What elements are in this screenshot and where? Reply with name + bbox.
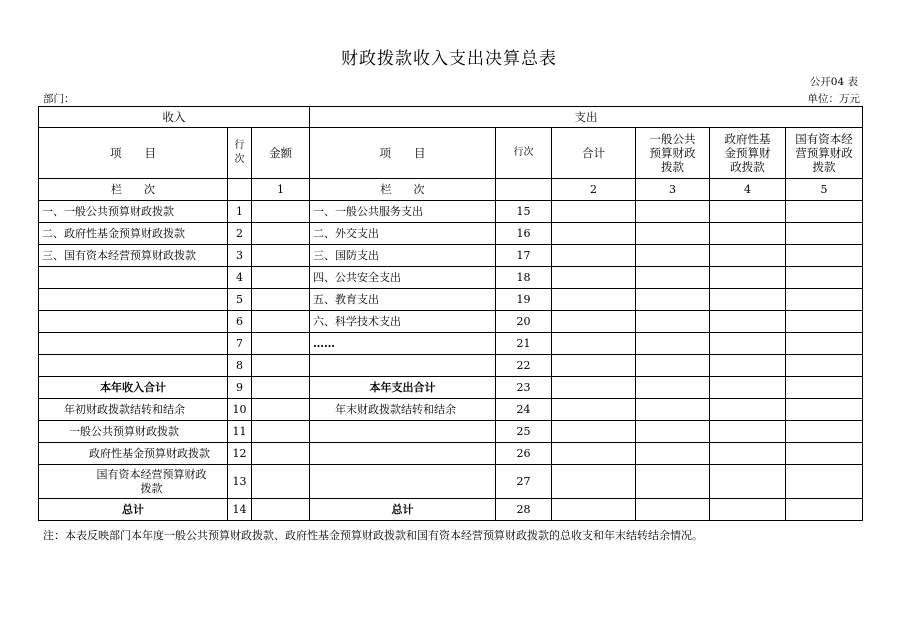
expense-general [636, 289, 710, 311]
column-no-4: 4 [710, 179, 786, 201]
expense-total [552, 311, 636, 333]
expense-total [552, 245, 636, 267]
income-line-no: 13 [228, 465, 252, 499]
summary-table [38, 106, 863, 521]
table-row [39, 333, 863, 355]
expense-item: 年末财政拨款结转和结余 [310, 399, 496, 421]
expense-state-capital [786, 289, 863, 311]
income-amount [252, 465, 310, 499]
expense-total [552, 399, 636, 421]
income-line-no: 9 [228, 377, 252, 399]
income-amount [252, 399, 310, 421]
expense-state-capital [786, 465, 863, 499]
expense-item: 三、国防支出 [310, 245, 496, 267]
expense-gov-fund [710, 399, 786, 421]
gov-fund-header: 政府性基 金预算财 政拨款 [710, 128, 786, 179]
column-label-income: 栏 次 [39, 179, 228, 201]
expense-state-capital [786, 267, 863, 289]
expense-state-capital [786, 443, 863, 465]
table-row [39, 201, 863, 223]
income-item [39, 267, 228, 289]
expense-gov-fund [710, 465, 786, 499]
income-line-no: 14 [228, 499, 252, 521]
unit-label: 单位：万元 [807, 93, 860, 105]
table-row [39, 267, 863, 289]
expense-general [636, 443, 710, 465]
state-capital-header: 国有资本经 营预算财政 拨款 [786, 128, 863, 179]
expense-total [552, 421, 636, 443]
expense-item [310, 355, 496, 377]
expense-general [636, 201, 710, 223]
table-row [39, 421, 863, 443]
income-item [39, 333, 228, 355]
expense-state-capital [786, 355, 863, 377]
income-item: 国有资本经营预算财政 拨款 [39, 465, 228, 499]
expense-total [552, 223, 636, 245]
total-header: 合计 [552, 128, 636, 179]
expense-line-no-header: 行次 [496, 128, 552, 179]
expense-general [636, 267, 710, 289]
expense-line-no: 16 [496, 223, 552, 245]
income-line-no-header: 行 次 [228, 128, 252, 179]
expense-total [552, 267, 636, 289]
expense-line-no: 21 [496, 333, 552, 355]
income-line-no: 2 [228, 223, 252, 245]
income-item: 本年收入合计 [39, 377, 228, 399]
income-amount [252, 201, 310, 223]
expense-item: 五、教育支出 [310, 289, 496, 311]
income-amount [252, 245, 310, 267]
column-no-3: 3 [636, 179, 710, 201]
column-no-2: 2 [552, 179, 636, 201]
expense-state-capital [786, 201, 863, 223]
expense-total [552, 377, 636, 399]
income-line-no: 12 [228, 443, 252, 465]
expense-state-capital [786, 499, 863, 521]
expense-item: 总计 [310, 499, 496, 521]
income-line-no: 4 [228, 267, 252, 289]
income-amount [252, 443, 310, 465]
expense-item: 四、公共安全支出 [310, 267, 496, 289]
expense-general [636, 377, 710, 399]
expense-gov-fund [710, 499, 786, 521]
expense-item: 一、一般公共服务支出 [310, 201, 496, 223]
income-amount [252, 289, 310, 311]
table-row [39, 245, 863, 267]
expense-item: …… [310, 333, 496, 355]
expense-gov-fund [710, 267, 786, 289]
income-item [39, 311, 228, 333]
expense-item [310, 443, 496, 465]
income-line-no: 8 [228, 355, 252, 377]
income-amount [252, 267, 310, 289]
income-line-no: 7 [228, 333, 252, 355]
expense-total [552, 333, 636, 355]
expense-total [552, 355, 636, 377]
expense-general [636, 465, 710, 499]
expense-line-no: 28 [496, 499, 552, 521]
expense-item: 二、外交支出 [310, 223, 496, 245]
expense-line-no: 26 [496, 443, 552, 465]
expense-line-no: 22 [496, 355, 552, 377]
income-item: 一般公共预算财政拨款 [39, 421, 228, 443]
expense-line-no: 25 [496, 421, 552, 443]
expense-line-no: 15 [496, 201, 552, 223]
income-header: 收入 [39, 107, 310, 128]
expense-line-no: 17 [496, 245, 552, 267]
income-amount [252, 355, 310, 377]
expense-state-capital [786, 377, 863, 399]
expense-gov-fund [710, 201, 786, 223]
column-label-expense: 栏 次 [310, 179, 496, 201]
expense-item: 六、科学技术支出 [310, 311, 496, 333]
column-no-1: 1 [252, 179, 310, 201]
income-line-no: 10 [228, 399, 252, 421]
income-line-no: 3 [228, 245, 252, 267]
expense-gov-fund [710, 333, 786, 355]
expense-line-no: 18 [496, 267, 552, 289]
income-item: 二、政府性基金预算财政拨款 [39, 223, 228, 245]
expense-item-header: 项 目 [310, 128, 496, 179]
income-amount [252, 377, 310, 399]
page-title: 财政拨款收入支出决算总表 [341, 49, 557, 69]
expense-header: 支出 [310, 107, 863, 128]
expense-gov-fund [710, 289, 786, 311]
income-amount [252, 499, 310, 521]
income-item: 年初财政拨款结转和结余 [39, 399, 228, 421]
expense-state-capital [786, 223, 863, 245]
income-amount [252, 223, 310, 245]
income-item-header: 项 目 [39, 128, 228, 179]
expense-line-no: 27 [496, 465, 552, 499]
expense-gov-fund [710, 421, 786, 443]
department-label: 部门： [43, 93, 75, 105]
income-line-no: 1 [228, 201, 252, 223]
income-line-no: 6 [228, 311, 252, 333]
expense-item [310, 465, 496, 499]
expense-general [636, 499, 710, 521]
table-row [39, 311, 863, 333]
table-row [39, 377, 863, 399]
expense-state-capital [786, 333, 863, 355]
expense-total [552, 443, 636, 465]
expense-total [552, 499, 636, 521]
expense-item [310, 421, 496, 443]
income-line-no: 5 [228, 289, 252, 311]
income-amount [252, 421, 310, 443]
income-item: 政府性基金预算财政拨款 [39, 443, 228, 465]
income-item: 总计 [39, 499, 228, 521]
table-row [39, 289, 863, 311]
expense-gov-fund [710, 377, 786, 399]
table-row [39, 499, 863, 521]
income-item [39, 355, 228, 377]
expense-gov-fund [710, 245, 786, 267]
table-number: 公开04 表 [809, 76, 858, 88]
expense-gov-fund [710, 443, 786, 465]
expense-general [636, 399, 710, 421]
expense-total [552, 201, 636, 223]
expense-line-no: 19 [496, 289, 552, 311]
expense-line-no: 20 [496, 311, 552, 333]
column-no-5: 5 [786, 179, 863, 201]
expense-total [552, 289, 636, 311]
expense-general [636, 421, 710, 443]
expense-total [552, 465, 636, 499]
expense-general [636, 333, 710, 355]
expense-state-capital [786, 399, 863, 421]
income-line-no: 11 [228, 421, 252, 443]
expense-item: 本年支出合计 [310, 377, 496, 399]
expense-gov-fund [710, 223, 786, 245]
expense-general [636, 355, 710, 377]
expense-state-capital [786, 311, 863, 333]
expense-general [636, 223, 710, 245]
expense-gov-fund [710, 355, 786, 377]
expense-general [636, 311, 710, 333]
income-item: 三、国有资本经营预算财政拨款 [39, 245, 228, 267]
table-row [39, 355, 863, 377]
table-row [39, 465, 863, 499]
income-item: 一、一般公共预算财政拨款 [39, 201, 228, 223]
expense-state-capital [786, 421, 863, 443]
table-row [39, 399, 863, 421]
footnote: 注：本表反映部门本年度一般公共预算财政拨款、政府性基金预算财政拨款和国有资本经营预算财政拨款的总收支和年末结转结余情况。 [43, 529, 703, 542]
expense-line-no: 24 [496, 399, 552, 421]
expense-gov-fund [710, 311, 786, 333]
income-amount [252, 333, 310, 355]
general-budget-header: 一般公共 预算财政 拨款 [636, 128, 710, 179]
amount-header: 金额 [252, 128, 310, 179]
income-item [39, 289, 228, 311]
income-amount [252, 311, 310, 333]
table-row [39, 223, 863, 245]
expense-general [636, 245, 710, 267]
expense-line-no: 23 [496, 377, 552, 399]
table-row [39, 443, 863, 465]
expense-state-capital [786, 245, 863, 267]
